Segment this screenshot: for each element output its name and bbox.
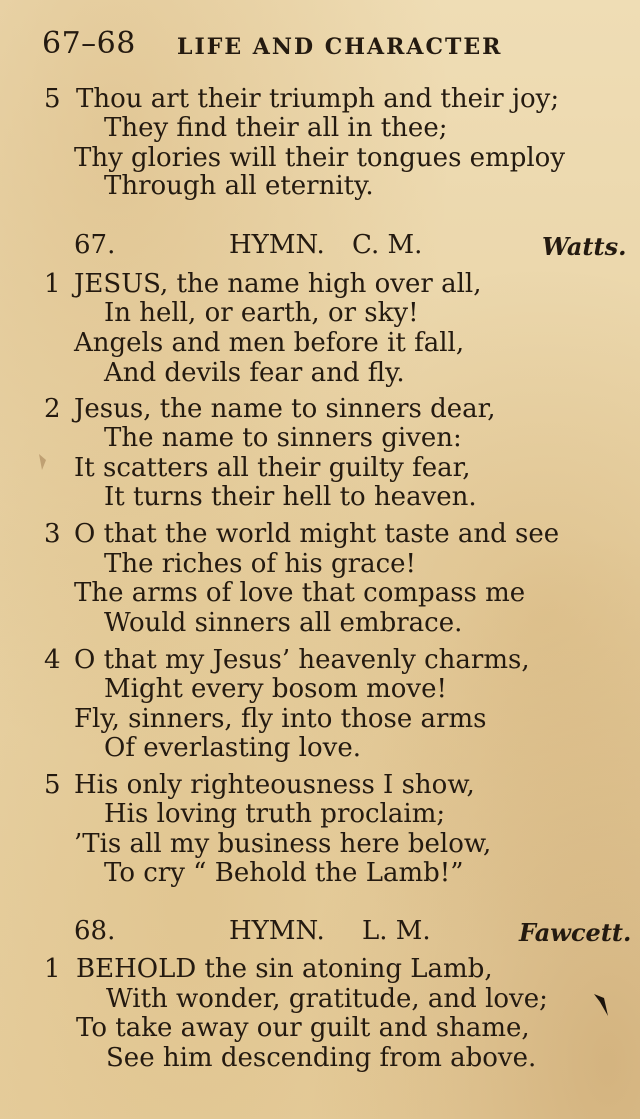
verse-line: It scatters all their guilty fear,: [74, 453, 471, 483]
verse-line: See him descending from above.: [106, 1043, 537, 1073]
verse-line: Jesus, the name to sinners dear,: [74, 394, 496, 424]
stain-mark: [36, 452, 50, 472]
hymn-author: Watts.: [542, 232, 627, 261]
verse-line: His only righteousness I show,: [74, 770, 475, 800]
page-numbers: 67–68: [42, 26, 136, 61]
verse-line: Fly, sinners, fly into those arms: [74, 704, 487, 734]
hymn-number: 67.: [74, 230, 116, 260]
hymn-title: HYMN.: [229, 916, 325, 946]
verse-line: Thy glories will their tongues employ: [74, 143, 566, 173]
verse-line: Thou art their triumph and their joy;: [76, 84, 560, 114]
verse-line: The arms of love that compass me: [74, 578, 526, 608]
stanza-number: 1: [44, 954, 61, 984]
verse-line: The name to sinners given:: [104, 423, 462, 453]
verse-line: With wonder, gratitude, and love;: [106, 984, 548, 1014]
verse-line: Might every bosom move!: [104, 674, 447, 704]
hymn-meter: L. M.: [362, 916, 431, 946]
hymn-meter: C. M.: [352, 230, 423, 260]
verse-line: The riches of his grace!: [104, 549, 416, 579]
stanza-number: 4: [44, 645, 61, 675]
verse-line: JESUS, the name high over all,: [74, 269, 482, 299]
page-header: [42, 26, 610, 66]
stanza-number: 1: [44, 269, 61, 299]
running-title: LIFE AND CHARACTER: [177, 34, 503, 60]
stanza-number: 5: [44, 770, 61, 800]
hymn-title: HYMN.: [229, 230, 325, 260]
verse-line: Angels and men before it fall,: [74, 328, 465, 358]
verse-line: O that my Jesus’ heavenly charms,: [74, 645, 530, 675]
verse-line: Through all eternity.: [104, 171, 374, 201]
stanza-number: 5: [44, 84, 61, 114]
verse-line: Of everlasting love.: [104, 733, 361, 763]
verse-line: BEHOLD the sin atoning Lamb,: [76, 954, 493, 984]
verse-line: In hell, or earth, or sky!: [104, 298, 419, 328]
verse-line: It turns their hell to heaven.: [104, 482, 477, 512]
ink-mark: [590, 988, 614, 1024]
hymn-number: 68.: [74, 916, 116, 946]
stanza-number: 2: [44, 394, 61, 424]
verse-line: To cry “ Behold the Lamb!”: [104, 858, 464, 888]
verse-line: O that the world might taste and see: [74, 519, 560, 549]
verse-line: Would sinners all embrace.: [104, 608, 463, 638]
hymn-author: Fawcett.: [519, 918, 632, 947]
verse-line: ’Tis all my business here below,: [74, 829, 492, 859]
verse-line: To take away our guilt and shame,: [76, 1013, 530, 1043]
stanza-number: 3: [44, 519, 61, 549]
verse-line: His loving truth proclaim;: [104, 799, 446, 829]
verse-line: And devils fear and fly.: [104, 358, 405, 388]
verse-line: They find their all in thee;: [104, 113, 448, 143]
